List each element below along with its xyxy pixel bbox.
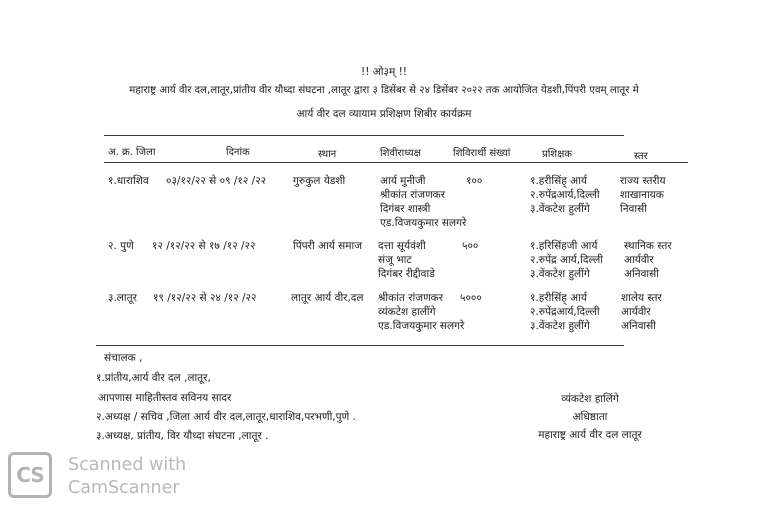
signatory-organization: महाराष्ट्र आर्य वीर दल लातूर: [538, 429, 642, 441]
row-serial-district: २. पुणे: [108, 240, 134, 252]
row-camp-chiefs: [378, 239, 435, 281]
row-place: गुरुकुल येडशी: [293, 175, 346, 187]
column-header-level: स्तर: [634, 151, 648, 162]
row-place: पिंपरी आर्य समाज: [293, 240, 363, 252]
column-header-place: स्थान: [318, 149, 337, 160]
row-level: [621, 291, 662, 333]
signature-block: [500, 390, 680, 444]
level-text: निवासी: [620, 203, 647, 215]
trainer-name: १.हरीसिंह् आर्य: [530, 175, 587, 187]
chief-name: आर्य मुनीजी: [380, 175, 426, 187]
distribution-item: २.अध्यक्ष / सचिव ,जिला आर्य वीर दल,लातूर,धाराशिव,परभणी,पुणे .: [96, 411, 356, 423]
camscanner-logo-icon: CS: [8, 452, 52, 498]
column-header-date: दिनांक: [226, 147, 250, 158]
column-header-serial-district: अ. क्र. जिला: [108, 147, 156, 158]
chief-name: दिगंबर शास्त्री: [380, 203, 431, 215]
level-text: शाखानायक: [620, 189, 664, 201]
level-text: शालेय स्तर: [621, 292, 662, 304]
column-header-trainer: प्रशिक्षक: [542, 149, 572, 160]
row-level: [620, 174, 666, 216]
level-text: स्थानिक स्तर: [624, 240, 672, 252]
row-camp-chiefs: [380, 174, 466, 230]
chief-name: श्रीकांत रांजणकर: [378, 292, 444, 304]
column-header-camp-chief: शिवीराध्यक्ष: [380, 148, 421, 159]
row-place: लातूर आर्य वीर,दल: [291, 292, 364, 304]
row-trainers: [530, 239, 603, 281]
row-participants: ५००: [462, 240, 479, 252]
trainer-name: २.रुपेंद्र आर्य,दिल्ली: [530, 254, 603, 266]
trainer-name: १.हरीसिंह् आर्य: [530, 292, 587, 304]
row-camp-chiefs: [378, 291, 464, 333]
trainer-name: ३.वेंकटेश हुलींगे: [530, 268, 590, 280]
row-serial-district: १.धाराशिव: [108, 175, 149, 187]
level-text: आर्यवीर: [621, 306, 651, 318]
level-text: अनिवासी: [624, 268, 659, 280]
row-participants: ५०००: [460, 292, 482, 304]
level-text: अनिवासी: [621, 320, 656, 332]
row-level: [624, 239, 672, 281]
column-header-participants: शिविरार्थी संख्यां: [453, 148, 511, 159]
row-trainers: [530, 174, 600, 216]
row-date: १२ /१२/२२ से १७ /१२ /२२: [152, 240, 256, 252]
chief-name: व्यंकटेश हालींगे: [378, 306, 436, 318]
chief-name: एड.विजयकुमार सलगरे: [378, 320, 465, 332]
distribution-note: आपणास माहितीस्तव सविनय सादर: [98, 392, 232, 404]
invocation-heading: !! ओ३म् !!: [361, 66, 407, 78]
camscanner-watermark: [8, 452, 208, 502]
level-text: राज्य स्तरीय: [620, 175, 666, 187]
trainer-name: ३.वेंकटेश हुलींगे: [530, 320, 590, 332]
row-trainers: [530, 291, 600, 333]
distribution-item: १.प्रांतीय,आर्य वीर दल ,लातूर,: [96, 372, 211, 384]
distribution-heading: संचालक ,: [104, 352, 143, 364]
row-serial-district: ३.लातूर: [108, 292, 137, 304]
watermark-line2: CamScanner: [68, 478, 180, 498]
document-title: आर्य वीर दल व्यायाम प्रशिक्षण शिबीर कार्यक्रम: [296, 108, 472, 120]
table-bottom-rule: [96, 345, 624, 346]
signatory-designation: अधिष्ठाता: [572, 411, 608, 423]
distribution-item: ३.अध्यक्ष, प्रांतीय, विर यौध्दा संघटना ,लातूर .: [96, 430, 269, 442]
signatory-name: व्यंकटेश हालिंगे: [561, 393, 619, 405]
trainer-name: १.हरिसिंहजी आर्य: [530, 240, 598, 252]
level-text: आर्यवीर: [624, 254, 654, 266]
chief-name: दत्ता सूर्यवंशी: [378, 240, 426, 252]
chief-name: दिगंबर रीद्दीवाडे: [378, 268, 435, 280]
chief-name: श्रीकांत रांजणकर: [380, 189, 446, 201]
header-line: महाराष्ट्र आर्य वीर दल,लातूर,प्रांतीय वीर यौध्दा संघटना ,लातूर द्वारा ३ डिसेंबर से २४ डिसेंबर २०२२ तक आयोजित येडशी,पिंपरी एवम् लातूर मे: [129, 85, 639, 96]
trainer-name: २.रुपेंद्रआर्य,दिल्ली: [530, 189, 600, 201]
row-date: १९ /१२/२२ से २४ /१२ /२२: [153, 292, 257, 304]
chief-name: संजू भाट: [378, 254, 412, 266]
trainer-name: २.रुपेंद्रआर्य,दिल्ली: [530, 306, 600, 318]
watermark-line1: Scanned with: [68, 455, 187, 475]
table-top-rule: [104, 135, 624, 136]
table-header-rule: [104, 162, 688, 163]
trainer-name: ३.वेंकटेश हुलींगे: [530, 203, 590, 215]
row-participants: १००: [466, 175, 483, 187]
row-date: ०३/१२/२२ से ०९ /१२ /२२: [166, 175, 267, 187]
chief-name: एड.विजयकुमार सलगरे: [380, 217, 467, 229]
